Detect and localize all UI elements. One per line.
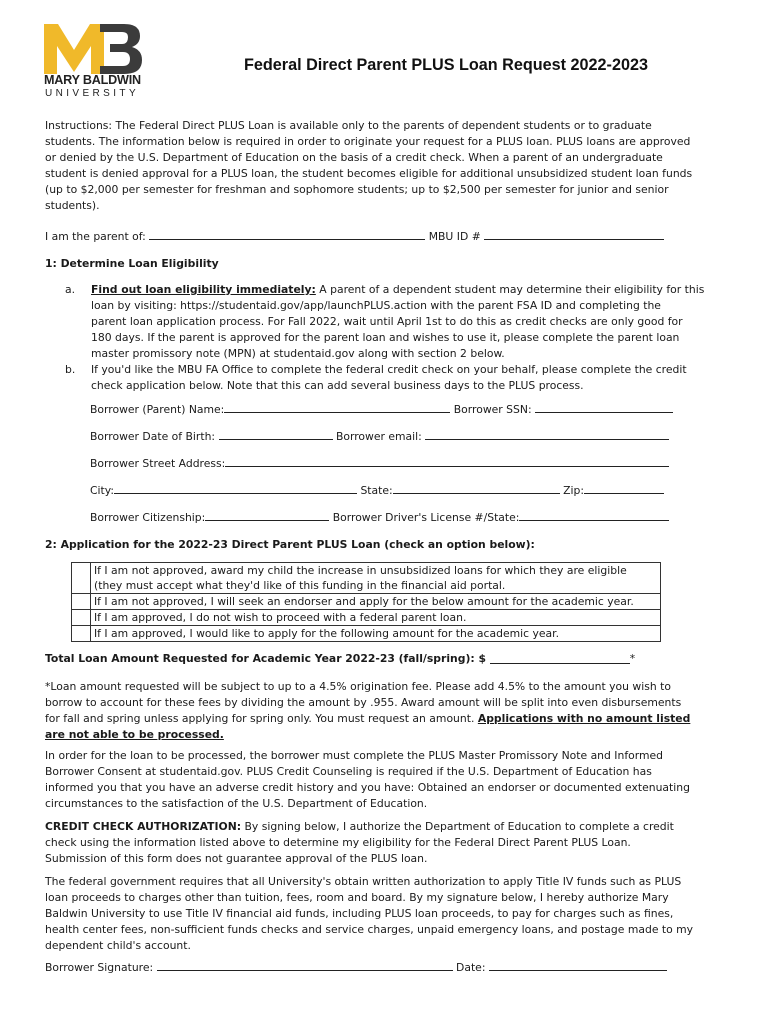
text-line: health center fees, non-sufficient funds checks and service charges, unpaid emergency loans, and postage made to my <box>45 923 694 936</box>
parent-of-field[interactable] <box>149 239 425 240</box>
text-line: students). <box>45 199 100 212</box>
text-line: Borrower Consent at studentaid.gov. PLUS Credit Counseling is required if the U.S. Department of Education has <box>45 765 652 778</box>
text-line: In order for the loan to be processed, the borrower must complete the PLUS Master Promissory Note and Informed <box>45 749 664 762</box>
text-line: or denied by the U.S. Department of Education on the basis of a credit check. When a parent of an undergraduate <box>45 151 663 164</box>
option-label: If I am approved, I would like to apply for the following amount for the academic year. <box>91 626 661 642</box>
zip-label: Zip: <box>563 484 584 497</box>
total-amount-row <box>45 651 635 667</box>
borrower-street-field[interactable] <box>225 466 669 467</box>
borrower-dob-label: Borrower Date of Birth: <box>90 430 216 443</box>
text-line: If you'd like the MBU FA Office to complete the federal credit check on your behalf, please complete the credit <box>91 363 687 376</box>
parent-of-label: I am the parent of: <box>45 230 146 243</box>
dob-email-row <box>90 429 669 445</box>
text-line: students. The information below is required in order to originate your request for a PLUS loan. PLUS loans are approved <box>45 135 691 148</box>
text-line: (they must accept what they'd like of this funding in the financial aid portal. <box>94 579 506 592</box>
state-field[interactable] <box>393 493 560 494</box>
citizenship-label: Borrower Citizenship: <box>90 511 206 524</box>
citizenship-license-row <box>90 510 669 526</box>
credit-authorization-paragraph <box>45 819 728 867</box>
text-line: If I am not approved, award my child the increase in unsubsidized loans for which they are eligible <box>94 564 627 577</box>
table-row <box>72 626 661 642</box>
borrower-email-field[interactable] <box>425 439 669 440</box>
street-row <box>90 456 669 472</box>
option-checkbox[interactable] <box>72 626 91 642</box>
text-line: The federal government requires that all University's obtain written authorization to apply Title IV funds such as PLUS <box>45 875 682 888</box>
text-line: check application below. Note that this can add several business days to the PLUS process. <box>91 379 584 392</box>
text-line: loan by visiting: https://studentaid.gov/app/launchPLUS.action with the parent FSA ID and completing the <box>91 299 661 312</box>
signature-field[interactable] <box>157 970 453 971</box>
fee-note-emphasis: Applications with no amount listed <box>477 712 691 725</box>
fee-note-emphasis: are not able to be processed. <box>45 728 224 741</box>
text-line: 180 days. If the parent is approved for the parent loan and wishes to use it, please complete the parent loan <box>91 331 680 344</box>
text-line: master promissory note (MPN) at studentaid.gov along with section 2 below. <box>91 347 505 360</box>
state-label: State: <box>360 484 393 497</box>
borrower-ssn-field[interactable] <box>535 412 673 413</box>
mpn-paragraph <box>45 748 728 812</box>
eligibility-item-a <box>45 282 728 362</box>
page-title: Federal Direct Parent PLUS Loan Request 2022-2023 <box>244 56 648 74</box>
fee-note-paragraph <box>45 679 728 743</box>
text-line: Submission of this form does not guarantee approval of the PLUS loan. <box>45 852 428 865</box>
city-field[interactable] <box>114 493 357 494</box>
signature-row <box>45 960 667 976</box>
text-line: parent loan application process. For Fall 2022, wait until April 1st to do this as credit checks are only good for <box>91 315 683 328</box>
text-line: By signing below, I authorize the Department of Education to complete a credit <box>241 820 674 833</box>
date-field[interactable] <box>489 970 667 971</box>
option-checkbox[interactable] <box>72 563 91 594</box>
eligibility-item-b <box>45 362 728 394</box>
borrower-street-label: Borrower Street Address: <box>90 457 226 470</box>
credit-authorization-lead: CREDIT CHECK AUTHORIZATION: <box>45 820 242 833</box>
text-line: check using the information listed above to determine my eligibility for the Federal Direct Parent PLUS Loan. <box>45 836 631 849</box>
citizenship-field[interactable] <box>205 520 329 521</box>
borrower-name-field[interactable] <box>224 412 450 413</box>
parent-of-row <box>45 229 664 245</box>
text-line: Baldwin University to use Title IV financial aid funds, including PLUS loan proceeds, to pay for charges such as fines, <box>45 907 674 920</box>
text-line: loan proceeds to charges other than tuition, fees, room and board. By my signature below, I hereby authorize Mary <box>45 891 669 904</box>
option-checkbox[interactable] <box>72 594 91 610</box>
borrower-name-label: Borrower (Parent) Name: <box>90 403 225 416</box>
text-line: (up to $2,000 per semester for freshman and sophomore students; up to $2,500 per semester for junior and senior <box>45 183 669 196</box>
signature-label: Borrower Signature: <box>45 961 154 974</box>
table-row <box>72 563 661 594</box>
name-ssn-row <box>90 402 673 418</box>
mbu-id-field[interactable] <box>484 239 664 240</box>
table-row <box>72 594 661 610</box>
item-marker: a. <box>65 283 76 296</box>
eligibility-lead: Find out loan eligibility immediately: <box>91 283 316 296</box>
text-line: borrow to account for these fees by dividing the amount by .955. Award amount will be split into even disbursements <box>45 696 682 709</box>
date-label: Date: <box>456 961 486 974</box>
logo-name: MARY BALDWIN <box>44 73 141 87</box>
license-field[interactable] <box>519 520 669 521</box>
city-state-zip-row <box>90 483 664 499</box>
section2-heading: 2: Application for the 2022-23 Direct Parent PLUS Loan (check an option below): <box>45 538 535 551</box>
option-label: If I am not approved, I will seek an endorser and apply for the below amount for the academic year. <box>91 594 661 610</box>
city-label: City: <box>90 484 115 497</box>
text-line: student is denied approval for a PLUS loan, the student becomes eligible for additional unsubsidized student loan funds <box>45 167 693 180</box>
loan-options-table <box>71 562 661 642</box>
text-line: informed you that you have an adverse credit history and you have: Obtained an endorser or documented extenuating <box>45 781 690 794</box>
text-line: *Loan amount requested will be subject to up to a 4.5% origination fee. Please add 4.5% to the amount you wish to <box>45 680 671 693</box>
borrower-email-label: Borrower email: <box>335 430 422 443</box>
borrower-ssn-label: Borrower SSN: <box>453 403 532 416</box>
borrower-dob-field[interactable] <box>219 439 333 440</box>
table-row <box>72 610 661 626</box>
option-label <box>91 563 661 594</box>
eligibility-text: A parent of a dependent student may determine their eligibility for this <box>315 283 705 296</box>
total-amount-label: Total Loan Amount Requested for Academic Year 2022-23 (fall/spring): $ <box>45 652 486 665</box>
item-marker: b. <box>65 363 76 376</box>
section1-heading: 1: Determine Loan Eligibility <box>45 257 219 270</box>
logo-subtitle: UNIVERSITY <box>45 88 140 99</box>
instructions-paragraph <box>45 118 728 214</box>
text-line: circumstances to the satisfaction of the U.S. Department of Education. <box>45 797 428 810</box>
license-label: Borrower Driver's License #/State: <box>332 511 520 524</box>
text-line: for fall and spring unless applying for spring only. You must request an amount. <box>45 712 478 725</box>
text-line: Instructions: The Federal Direct PLUS Loan is available only to the parents of dependent students or to graduate <box>45 119 652 132</box>
zip-field[interactable] <box>584 493 664 494</box>
text-line: dependent child's account. <box>45 939 191 952</box>
option-checkbox[interactable] <box>72 610 91 626</box>
option-label: If I am approved, I do not wish to proceed with a federal parent loan. <box>91 610 661 626</box>
mbu-id-label: MBU ID # <box>428 230 481 243</box>
total-amount-field[interactable] <box>490 663 630 664</box>
total-asterisk: * <box>629 652 636 665</box>
title-iv-paragraph <box>45 874 728 954</box>
